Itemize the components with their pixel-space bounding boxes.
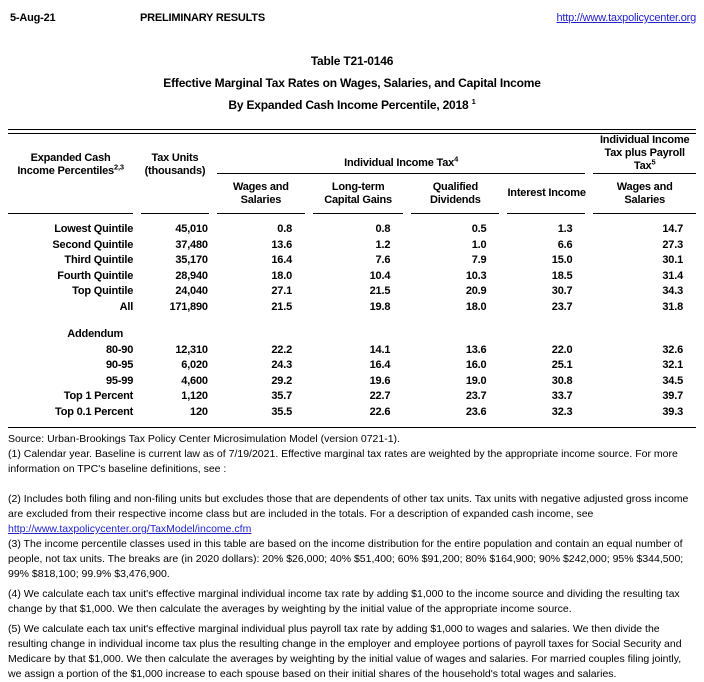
- cell-value: 30.7: [551, 285, 573, 297]
- subheader-payroll-wages-salaries: Wages and Salaries: [593, 174, 696, 214]
- cell-value: 6,020: [181, 359, 208, 371]
- cell-value: 31.4: [662, 269, 683, 282]
- cell-value: 32.1: [662, 359, 683, 371]
- cell-value: 1.0: [471, 238, 487, 251]
- subheader-qualified-dividends: Qualified Dividends: [411, 174, 499, 214]
- table-row: [8, 284, 696, 300]
- cell-value: 15.0: [551, 254, 573, 266]
- subheader-interest-income: Interest Income: [507, 174, 585, 214]
- title-block: [8, 50, 696, 116]
- cell-value: 29.2: [271, 374, 292, 387]
- table-row: [8, 343, 696, 359]
- addendum-label-row: [8, 327, 696, 343]
- column-header-tax-units: Tax Units (thousands): [141, 134, 209, 214]
- cell-value: 34.5: [662, 374, 683, 387]
- cell-value: 14.7: [662, 223, 683, 235]
- cell-value: 27.3: [662, 238, 683, 251]
- cell-value: 32.3: [551, 405, 573, 418]
- cell-value: 1,120: [181, 390, 208, 402]
- row-label: Top 1 Percent: [63, 390, 134, 402]
- table-row: [8, 222, 696, 238]
- cell-value: 24.3: [271, 359, 292, 371]
- row-label: 90-95: [105, 359, 134, 371]
- cell-value: 22.0: [551, 343, 573, 356]
- cell-value: 28,940: [175, 269, 208, 282]
- cell-value: 30.8: [551, 374, 573, 387]
- table-number-title: Table T21-0146: [310, 54, 394, 68]
- table-row: [8, 405, 696, 421]
- cell-value: 21.5: [271, 300, 292, 313]
- cell-value: 27.1: [271, 285, 292, 297]
- group-header-income-plus-payroll-tax: Individual Income Tax plus Payroll Tax$^5$: [593, 134, 696, 174]
- tax-rates-table: [0, 134, 704, 427]
- cell-value: 34.3: [662, 285, 683, 297]
- spacer-row: [8, 315, 696, 327]
- cell-value: 39.7: [662, 390, 683, 402]
- subheader-long-term-capital-gains: Long-term Capital Gains: [313, 174, 403, 214]
- cell-value: 12,310: [175, 343, 208, 356]
- footnote-4: (4) We calculate each tax unit's effective marginal individual income tax rate by adding $1,000 to the income source and dividing the resulting tax change by that $1,000. We then calculate the averages by weighting by the initial value of the appropriate income source.: [8, 588, 680, 615]
- cell-value: 10.3: [465, 269, 487, 282]
- cell-value: 24,040: [175, 285, 208, 297]
- row-label: Second Quintile: [52, 238, 134, 251]
- cell-value: 16.4: [271, 254, 292, 266]
- cell-value: 1.3: [557, 223, 573, 235]
- cell-value: 18.5: [551, 269, 573, 282]
- row-label: Fourth Quintile: [57, 269, 134, 282]
- footnote-ref-1: 1: [471, 97, 476, 106]
- cell-value: 7.9: [471, 254, 487, 266]
- cell-value: 16.4: [369, 359, 391, 371]
- table-row: [8, 253, 696, 269]
- cell-value: 21.5: [369, 285, 391, 297]
- cell-value: 1.2: [375, 238, 391, 251]
- cell-value: 171,890: [169, 300, 208, 313]
- table-row: [8, 269, 696, 285]
- cell-value: 6.6: [557, 238, 573, 251]
- cell-value: 23.6: [465, 405, 487, 418]
- table-row: [8, 389, 696, 405]
- cell-value: 35,170: [175, 254, 208, 266]
- cell-value: 35.7: [271, 390, 292, 402]
- cell-value: 16.0: [465, 359, 487, 371]
- cell-value: 20.9: [465, 285, 487, 297]
- footnote-ref-4: 4: [454, 154, 459, 164]
- cell-value: 23.7: [551, 300, 573, 313]
- cell-value: 18.0: [271, 269, 292, 282]
- group-header-individual-income-tax: Individual Income Tax$^4$: [217, 134, 586, 174]
- cell-value: 13.6: [465, 343, 487, 356]
- cell-value: 7.6: [375, 254, 391, 266]
- row-label: Third Quintile: [64, 254, 134, 266]
- cell-value: 37,480: [175, 238, 208, 251]
- table-row: [8, 238, 696, 254]
- table-bottom-rule: [8, 427, 696, 428]
- footnote-ref-5: 5: [651, 157, 656, 167]
- preliminary-results-label: PRELIMINARY RESULTS: [140, 12, 265, 24]
- table-header: [8, 134, 696, 214]
- footnote-3: (3) The income percentile classes used in this table are based on the income distribution for the entire population and contain an equal number of people, not tax units. The breaks are (in 2020 dollars): 20% $26,000; 40% $51,400; 60% $91,200; 80% $164,900; 90% $242,000; 95% $344,500; 99% $818,100; 99.9% $3,476,900.: [8, 538, 684, 580]
- cell-value: 32.6: [662, 343, 683, 356]
- cell-value: 19.8: [369, 300, 391, 313]
- cell-value: 4,600: [181, 374, 208, 387]
- cell-value: 31.8: [662, 300, 683, 313]
- cell-value: 22.2: [271, 343, 292, 356]
- row-label: 95-99: [105, 374, 134, 387]
- row-label: All: [119, 300, 134, 313]
- cell-value: 22.7: [369, 390, 391, 402]
- row-label: Top 0.1 Percent: [55, 405, 134, 418]
- subheader-wages-salaries: Wages and Salaries: [217, 174, 305, 214]
- addendum-rows: [8, 343, 696, 421]
- cell-value: 19.0: [465, 374, 487, 387]
- footnotes-section: [8, 432, 696, 682]
- footnote-5: (5) We calculate each tax unit's effective marginal individual plus payroll tax rate by adding $1,000 to wages and salaries. We then divide the resulting change in individual income tax plus the resulting change in the employer and employee portions of payroll taxes for Social Security and Medicare by that $1,000. We then calculate the averages by weighting by the initial value of wages and salaries. For married couples filing jointly, we assign a portion of the $1,000 increase to each spouse based on their initial shares of the household's total wages and salaries.: [8, 623, 682, 680]
- cell-value: 0.5: [471, 223, 487, 235]
- income-cfm-link[interactable]: http://www.taxpolicycenter.org/TaxModel/income.cfm: [8, 523, 252, 535]
- cell-value: 22.6: [369, 405, 391, 418]
- spacer-row: [8, 214, 696, 222]
- cell-value: 25.1: [551, 359, 573, 371]
- cell-value: 19.6: [369, 374, 391, 387]
- row-label: Top Quintile: [72, 285, 134, 297]
- cell-value: 120: [190, 405, 208, 418]
- addendum-label: Addendum: [67, 328, 124, 340]
- table-main-title: Effective Marginal Tax Rates on Wages, Salaries, and Capital Income: [163, 76, 541, 90]
- cell-value: 23.7: [465, 390, 487, 402]
- cell-value: 35.5: [271, 405, 292, 418]
- footnote-ref-2-3: 2,3: [113, 162, 124, 172]
- cell-value: 0.8: [277, 223, 292, 235]
- source-note: Source: Urban-Brookings Tax Policy Center Microsimulation Model (version 0721-1).: [8, 433, 400, 445]
- table-row: [8, 374, 696, 390]
- footnote-gap: [8, 477, 696, 492]
- cell-value: 45,010: [175, 223, 208, 235]
- quintile-rows: [8, 222, 696, 315]
- table-row: [8, 358, 696, 374]
- footnote-1: (1) Calendar year. Baseline is current law as of 7/19/2021. Effective marginal tax rates are weighted by the appropriate income source. For more information on TPC's baseline definitions, see :: [8, 448, 678, 475]
- cell-value: 33.7: [551, 390, 573, 402]
- cell-value: 14.1: [369, 343, 391, 356]
- taxpolicycenter-link[interactable]: http://www.taxpolicycenter.org: [556, 12, 696, 24]
- cell-value: 13.6: [271, 238, 292, 251]
- cell-value: 10.4: [369, 269, 391, 282]
- top-bar: [8, 12, 696, 28]
- footnote-2: (2) Includes both filing and non-filing units but excludes those that are dependents of other tax units. Tax units with negative adjusted gross income are excluded from their respective income class but are included in the totals. For a description of expanded cash income, see: [8, 493, 689, 520]
- table-row: [8, 300, 696, 316]
- cell-value: 0.8: [375, 223, 391, 235]
- row-label: Lowest Quintile: [54, 223, 134, 235]
- row-label: 80-90: [105, 343, 134, 356]
- spacer-row: [8, 420, 696, 427]
- column-header-percentiles: Expanded Cash Income Percentiles$^{2,3}$: [8, 134, 133, 214]
- table-subtitle: By Expanded Cash Income Percentile, 2018 $^1$: [228, 97, 476, 112]
- cell-value: 39.3: [662, 405, 683, 418]
- cell-value: 18.0: [465, 300, 487, 313]
- document-date: 5-Aug-21: [10, 12, 56, 24]
- footnote-2-link-line: [8, 522, 696, 537]
- cell-value: 30.1: [662, 254, 683, 266]
